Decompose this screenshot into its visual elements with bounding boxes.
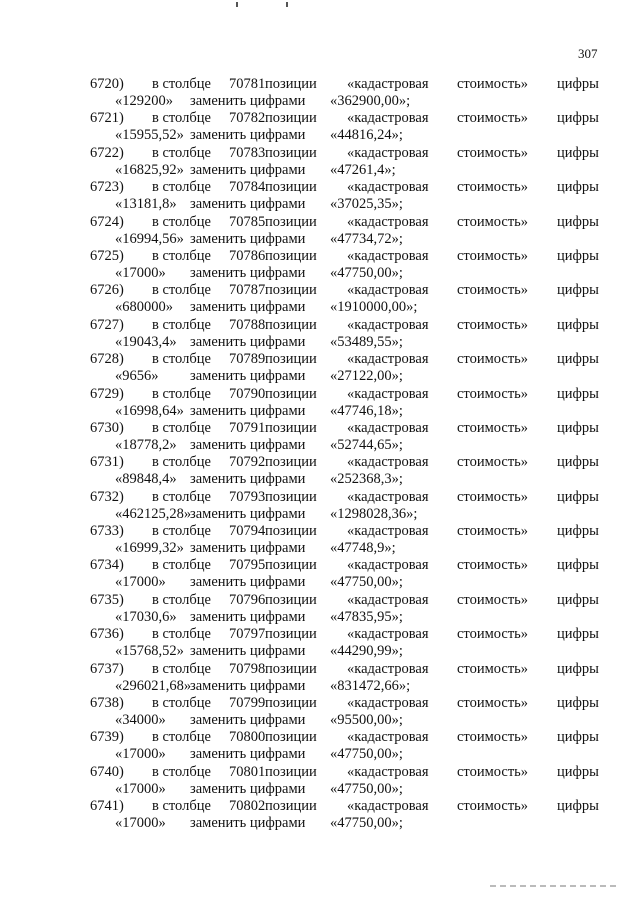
cadastral-word: «кадастровая	[347, 351, 429, 368]
old-value: «16999,32»	[115, 540, 184, 557]
amendment-entry	[0, 351, 640, 385]
new-value: «37025,35»;	[330, 196, 403, 213]
old-value: «17000»	[115, 574, 166, 591]
new-value: «362900,00»;	[330, 93, 411, 109]
value-word: стоимость»	[457, 76, 529, 92]
column-code: 70790	[229, 385, 266, 402]
cadastral-word: «кадастровая	[347, 626, 429, 643]
old-value: «89848,4»	[115, 471, 177, 488]
old-value: «129200»	[115, 93, 173, 109]
digits-word: цифры	[557, 110, 599, 127]
amendment-entry	[0, 592, 640, 626]
old-value: «16994,56»	[115, 230, 184, 247]
amendment-entry	[0, 248, 640, 282]
digits-word: цифры	[557, 76, 599, 92]
entry-line-1	[0, 214, 640, 231]
replace-phrase: заменить цифрами	[190, 127, 306, 144]
cadastral-word: «кадастровая	[347, 213, 429, 230]
old-value: «296021,68»	[115, 677, 192, 694]
digits-word: цифры	[557, 179, 599, 196]
value-word: стоимость»	[457, 144, 529, 161]
old-value: «34000»	[115, 712, 166, 729]
amendment-entry	[0, 76, 640, 110]
new-value: «47750,00»;	[330, 815, 403, 832]
column-code: 70794	[229, 523, 266, 540]
column-code: 70800	[229, 729, 266, 746]
value-word: стоимость»	[457, 419, 529, 436]
amendment-entry	[0, 282, 640, 316]
entry-number: 6738)	[90, 695, 124, 712]
column-code: 70783	[229, 144, 266, 161]
old-value: «15768,52»	[115, 643, 184, 660]
new-value: «1298028,36»;	[330, 505, 418, 522]
column-word: в столбце	[152, 247, 211, 264]
page-number: 307	[578, 46, 598, 61]
value-word: стоимость»	[457, 660, 529, 677]
digits-word: цифры	[557, 282, 599, 299]
amendment-entry	[0, 798, 640, 832]
column-code: 70798	[229, 660, 266, 677]
position-word: позиции	[265, 729, 317, 746]
replace-phrase: заменить цифрами	[190, 333, 306, 350]
amendment-entry	[0, 557, 640, 591]
value-word: стоимость»	[457, 591, 529, 608]
column-word: в столбце	[152, 591, 211, 608]
digits-word: цифры	[557, 626, 599, 643]
position-word: позиции	[265, 798, 317, 815]
entry-number: 6727)	[90, 316, 124, 333]
entry-number: 6731)	[90, 454, 124, 471]
amendment-entry	[0, 145, 640, 179]
entry-line-2	[0, 506, 640, 523]
entry-number: 6721)	[90, 110, 124, 127]
new-value: «53489,55»;	[330, 333, 403, 350]
entry-line-2	[0, 162, 640, 179]
cadastral-word: «кадастровая	[347, 488, 429, 505]
value-word: стоимость»	[457, 626, 529, 643]
digits-word: цифры	[557, 351, 599, 368]
old-value: «19043,4»	[115, 333, 177, 350]
replace-phrase: заменить цифрами	[190, 436, 306, 453]
entry-line-1	[0, 317, 640, 334]
old-value: «17000»	[115, 815, 166, 832]
column-word: в столбце	[152, 351, 211, 368]
new-value: «47750,00»;	[330, 574, 403, 591]
entry-line-2	[0, 609, 640, 626]
entry-line-2	[0, 678, 640, 695]
replace-phrase: заменить цифрами	[190, 161, 306, 178]
entry-line-1	[0, 798, 640, 815]
replace-phrase: заменить цифрами	[190, 780, 306, 797]
value-word: стоимость»	[457, 179, 529, 196]
digits-word: цифры	[557, 798, 599, 815]
cadastral-word: «кадастровая	[347, 454, 429, 471]
cadastral-word: «кадастровая	[347, 798, 429, 815]
position-word: позиции	[265, 695, 317, 712]
entry-line-1	[0, 145, 640, 162]
position-word: позиции	[265, 419, 317, 436]
position-word: позиции	[265, 213, 317, 230]
cadastral-word: «кадастровая	[347, 282, 429, 299]
entry-line-1	[0, 248, 640, 265]
replace-phrase: заменить цифрами	[190, 264, 306, 281]
replace-phrase: заменить цифрами	[190, 93, 306, 109]
replace-phrase: заменить цифрами	[190, 230, 306, 247]
cadastral-word: «кадастровая	[347, 763, 429, 780]
digits-word: цифры	[557, 523, 599, 540]
entry-number: 6723)	[90, 179, 124, 196]
column-word: в столбце	[152, 626, 211, 643]
column-code: 70796	[229, 591, 266, 608]
amendment-entry	[0, 523, 640, 557]
replace-phrase: заменить цифрами	[190, 746, 306, 763]
column-word: в столбце	[152, 523, 211, 540]
value-word: стоимость»	[457, 247, 529, 264]
entry-number: 6728)	[90, 351, 124, 368]
entry-line-1	[0, 420, 640, 437]
entry-line-2	[0, 127, 640, 144]
cadastral-word: «кадастровая	[347, 144, 429, 161]
digits-word: цифры	[557, 763, 599, 780]
entry-line-2	[0, 574, 640, 591]
digits-word: цифры	[557, 385, 599, 402]
position-word: позиции	[265, 626, 317, 643]
position-word: позиции	[265, 282, 317, 299]
digits-word: цифры	[557, 144, 599, 161]
new-value: «47750,00»;	[330, 780, 403, 797]
replace-phrase: заменить цифрами	[190, 368, 306, 385]
entry-line-2	[0, 231, 640, 248]
cadastral-word: «кадастровая	[347, 110, 429, 127]
amendment-entry	[0, 729, 640, 763]
position-word: позиции	[265, 76, 317, 92]
position-word: позиции	[265, 316, 317, 333]
cadastral-word: «кадастровая	[347, 76, 429, 92]
column-code: 70787	[229, 282, 266, 299]
column-code: 70797	[229, 626, 266, 643]
value-word: стоимость»	[457, 316, 529, 333]
cadastral-word: «кадастровая	[347, 316, 429, 333]
replace-phrase: заменить цифрами	[190, 471, 306, 488]
entry-number: 6732)	[90, 488, 124, 505]
column-code: 70795	[229, 557, 266, 574]
column-word: в столбце	[152, 213, 211, 230]
new-value: «1910000,00»;	[330, 299, 418, 316]
position-word: позиции	[265, 179, 317, 196]
entry-line-1	[0, 489, 640, 506]
position-word: позиции	[265, 385, 317, 402]
entry-line-1	[0, 626, 640, 643]
replace-phrase: заменить цифрами	[190, 677, 306, 694]
replace-phrase: заменить цифрами	[190, 540, 306, 557]
cadastral-word: «кадастровая	[347, 660, 429, 677]
old-value: «16825,92»	[115, 161, 184, 178]
column-code: 70792	[229, 454, 266, 471]
column-word: в столбце	[152, 419, 211, 436]
replace-phrase: заменить цифрами	[190, 505, 306, 522]
value-word: стоимость»	[457, 385, 529, 402]
amendment-entry	[0, 454, 640, 488]
amendment-entry	[0, 420, 640, 454]
new-value: «47748,9»;	[330, 540, 396, 557]
position-word: позиции	[265, 247, 317, 264]
old-value: «17000»	[115, 780, 166, 797]
value-word: стоимость»	[457, 523, 529, 540]
cadastral-word: «кадастровая	[347, 419, 429, 436]
amendment-entry	[0, 317, 640, 351]
column-code: 70802	[229, 798, 266, 815]
digits-word: цифры	[557, 213, 599, 230]
entry-line-2	[0, 712, 640, 729]
replace-phrase: заменить цифрами	[190, 608, 306, 625]
entry-line-1	[0, 454, 640, 471]
amendment-entry	[0, 179, 640, 213]
entry-line-2	[0, 265, 640, 282]
position-word: позиции	[265, 351, 317, 368]
position-word: позиции	[265, 557, 317, 574]
old-value: «680000»	[115, 299, 173, 316]
new-value: «831472,66»;	[330, 677, 411, 694]
amendment-entry	[0, 110, 640, 144]
new-value: «95500,00»;	[330, 712, 403, 729]
entry-number: 6724)	[90, 213, 124, 230]
entry-number: 6733)	[90, 523, 124, 540]
column-word: в столбце	[152, 695, 211, 712]
replace-phrase: заменить цифрами	[190, 815, 306, 832]
value-word: стоимость»	[457, 763, 529, 780]
scan-mark	[286, 2, 288, 7]
digits-word: цифры	[557, 454, 599, 471]
entry-number: 6737)	[90, 660, 124, 677]
position-word: позиции	[265, 660, 317, 677]
entry-line-2	[0, 540, 640, 557]
new-value: «47746,18»;	[330, 402, 403, 419]
replace-phrase: заменить цифрами	[190, 712, 306, 729]
value-word: стоимость»	[457, 798, 529, 815]
value-word: стоимость»	[457, 282, 529, 299]
value-word: стоимость»	[457, 695, 529, 712]
column-word: в столбце	[152, 763, 211, 780]
entry-line-2	[0, 437, 640, 454]
replace-phrase: заменить цифрами	[190, 574, 306, 591]
column-word: в столбце	[152, 110, 211, 127]
entry-line-1	[0, 764, 640, 781]
cadastral-word: «кадастровая	[347, 385, 429, 402]
position-word: позиции	[265, 591, 317, 608]
digits-word: цифры	[557, 695, 599, 712]
column-word: в столбце	[152, 316, 211, 333]
entry-number: 6722)	[90, 144, 124, 161]
column-word: в столбце	[152, 660, 211, 677]
column-word: в столбце	[152, 179, 211, 196]
entry-number: 6720)	[90, 76, 124, 92]
column-code: 70781	[229, 76, 266, 92]
amendment-entry	[0, 626, 640, 660]
value-word: стоимость»	[457, 351, 529, 368]
column-code: 70791	[229, 419, 266, 436]
value-word: стоимость»	[457, 110, 529, 127]
digits-word: цифры	[557, 729, 599, 746]
entry-list	[0, 76, 640, 833]
digits-word: цифры	[557, 660, 599, 677]
replace-phrase: заменить цифрами	[190, 402, 306, 419]
entry-number: 6735)	[90, 591, 124, 608]
entry-line-1	[0, 386, 640, 403]
column-word: в столбце	[152, 76, 211, 92]
entry-line-1	[0, 557, 640, 574]
entry-number: 6729)	[90, 385, 124, 402]
column-word: в столбце	[152, 385, 211, 402]
column-code: 70782	[229, 110, 266, 127]
entry-line-2	[0, 93, 640, 110]
position-word: позиции	[265, 110, 317, 127]
old-value: «16998,64»	[115, 402, 184, 419]
amendment-entry	[0, 764, 640, 798]
old-value: «17000»	[115, 746, 166, 763]
entry-line-2	[0, 471, 640, 488]
column-code: 70784	[229, 179, 266, 196]
entry-number: 6739)	[90, 729, 124, 746]
old-value: «462125,28»	[115, 505, 192, 522]
new-value: «47750,00»;	[330, 264, 403, 281]
column-code: 70785	[229, 213, 266, 230]
digits-word: цифры	[557, 247, 599, 264]
column-word: в столбце	[152, 557, 211, 574]
column-code: 70789	[229, 351, 266, 368]
old-value: «17030,6»	[115, 608, 177, 625]
new-value: «47261,4»;	[330, 161, 396, 178]
cadastral-word: «кадастровая	[347, 591, 429, 608]
entry-number: 6736)	[90, 626, 124, 643]
new-value: «44290,99»;	[330, 643, 403, 660]
position-word: позиции	[265, 454, 317, 471]
amendment-entry	[0, 695, 640, 729]
column-code: 70786	[229, 247, 266, 264]
entry-line-2	[0, 746, 640, 763]
entry-line-1	[0, 351, 640, 368]
position-word: позиции	[265, 523, 317, 540]
value-word: стоимость»	[457, 729, 529, 746]
column-code: 70799	[229, 695, 266, 712]
digits-word: цифры	[557, 316, 599, 333]
new-value: «252368,3»;	[330, 471, 403, 488]
entry-line-2	[0, 368, 640, 385]
entry-line-2	[0, 334, 640, 351]
digits-word: цифры	[557, 419, 599, 436]
amendment-entry	[0, 489, 640, 523]
replace-phrase: заменить цифрами	[190, 299, 306, 316]
column-word: в столбце	[152, 454, 211, 471]
cadastral-word: «кадастровая	[347, 523, 429, 540]
position-word: позиции	[265, 763, 317, 780]
entry-line-1	[0, 76, 640, 93]
amendment-entry	[0, 214, 640, 248]
entry-line-2	[0, 643, 640, 660]
position-word: позиции	[265, 488, 317, 505]
value-word: стоимость»	[457, 213, 529, 230]
old-value: «9656»	[115, 368, 159, 385]
entry-number: 6730)	[90, 419, 124, 436]
scan-mark	[236, 2, 238, 7]
entry-line-2	[0, 403, 640, 420]
column-code: 70788	[229, 316, 266, 333]
old-value: «17000»	[115, 264, 166, 281]
column-word: в столбце	[152, 729, 211, 746]
cadastral-word: «кадастровая	[347, 179, 429, 196]
position-word: позиции	[265, 144, 317, 161]
footer-rule	[490, 885, 616, 887]
entry-number: 6741)	[90, 798, 124, 815]
column-word: в столбце	[152, 488, 211, 505]
amendment-entry	[0, 386, 640, 420]
entry-line-2	[0, 781, 640, 798]
new-value: «44816,24»;	[330, 127, 403, 144]
entry-line-2	[0, 299, 640, 316]
value-word: стоимость»	[457, 557, 529, 574]
cadastral-word: «кадастровая	[347, 247, 429, 264]
column-code: 70793	[229, 488, 266, 505]
value-word: стоимость»	[457, 488, 529, 505]
entry-line-1	[0, 592, 640, 609]
new-value: «47734,72»;	[330, 230, 403, 247]
entry-line-1	[0, 282, 640, 299]
entry-line-1	[0, 729, 640, 746]
entry-number: 6740)	[90, 763, 124, 780]
old-value: «13181,8»	[115, 196, 177, 213]
entry-number: 6725)	[90, 247, 124, 264]
column-code: 70801	[229, 763, 266, 780]
cadastral-word: «кадастровая	[347, 557, 429, 574]
replace-phrase: заменить цифрами	[190, 643, 306, 660]
digits-word: цифры	[557, 591, 599, 608]
amendment-entry	[0, 661, 640, 695]
new-value: «52744,65»;	[330, 436, 403, 453]
column-word: в столбце	[152, 144, 211, 161]
old-value: «18778,2»	[115, 436, 177, 453]
entry-line-2	[0, 815, 640, 832]
value-word: стоимость»	[457, 454, 529, 471]
column-word: в столбце	[152, 282, 211, 299]
entry-line-1	[0, 523, 640, 540]
old-value: «15955,52»	[115, 127, 184, 144]
cadastral-word: «кадастровая	[347, 729, 429, 746]
entry-line-1	[0, 695, 640, 712]
column-word: в столбце	[152, 798, 211, 815]
entry-number: 6734)	[90, 557, 124, 574]
new-value: «27122,00»;	[330, 368, 403, 385]
replace-phrase: заменить цифрами	[190, 196, 306, 213]
entry-line-1	[0, 110, 640, 127]
entry-line-1	[0, 661, 640, 678]
cadastral-word: «кадастровая	[347, 695, 429, 712]
new-value: «47835,95»;	[330, 608, 403, 625]
new-value: «47750,00»;	[330, 746, 403, 763]
entry-line-1	[0, 179, 640, 196]
digits-word: цифры	[557, 488, 599, 505]
entry-line-2	[0, 196, 640, 213]
entry-number: 6726)	[90, 282, 124, 299]
digits-word: цифры	[557, 557, 599, 574]
